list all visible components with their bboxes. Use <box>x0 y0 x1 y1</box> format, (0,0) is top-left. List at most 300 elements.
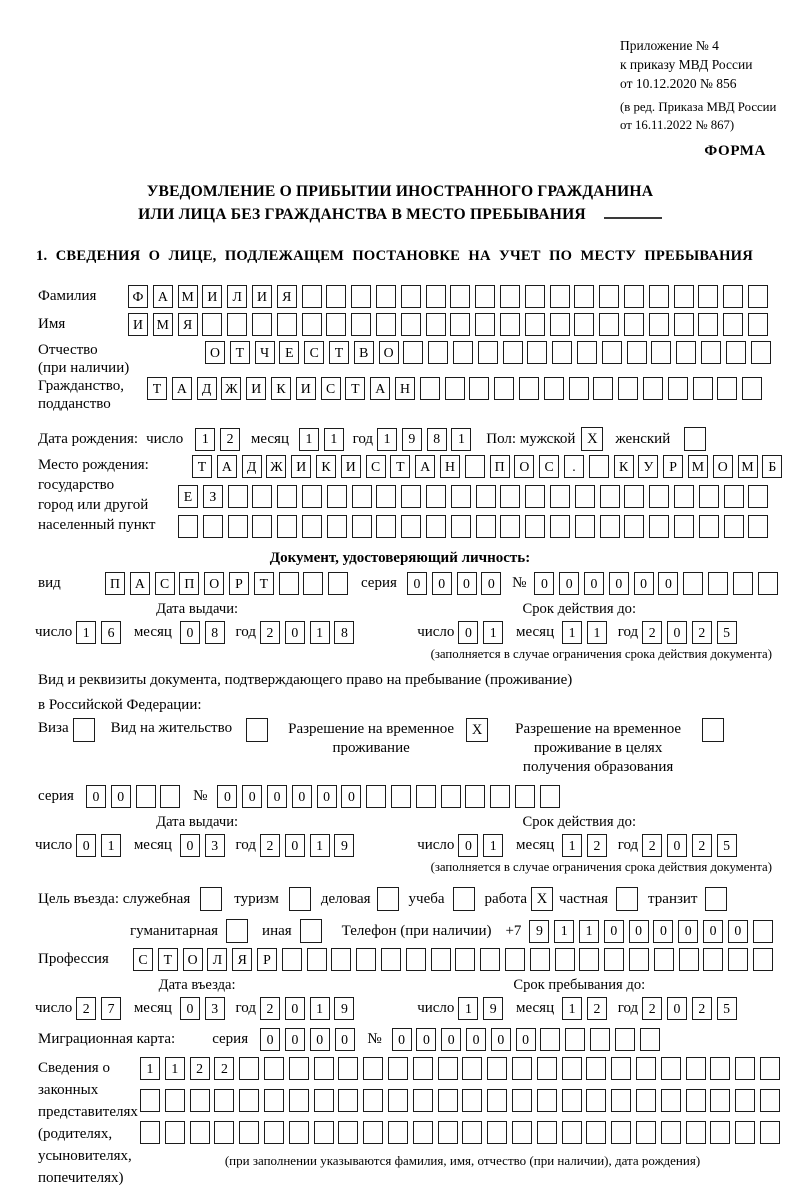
permit-issue-month-boxes <box>180 834 230 857</box>
doc-issue-day-boxes <box>76 621 126 644</box>
form-cell <box>586 1121 606 1144</box>
form-cell: 0 <box>559 572 579 595</box>
form-cell <box>476 485 496 508</box>
form-cell <box>724 485 744 508</box>
form-cell: 2 <box>587 834 607 857</box>
form-cell: 0 <box>285 997 305 1020</box>
form-cell <box>503 341 523 364</box>
form-cell <box>445 377 465 400</box>
form-cell <box>751 341 771 364</box>
purpose-other-checkbox <box>300 919 322 943</box>
stay-doc-intro-line1: Вид и реквизиты документа, подтверждающего право на пребывание (проживание) <box>38 672 573 688</box>
form-label: ФОРМА <box>704 143 766 159</box>
form-cell <box>363 1057 383 1080</box>
form-cell: 0 <box>292 785 312 808</box>
citizenship-label <box>38 377 147 413</box>
form-cell: 0 <box>634 572 654 595</box>
stay-day-boxes <box>458 997 508 1020</box>
form-cell: А <box>153 285 173 308</box>
form-cell <box>525 285 545 308</box>
form-cell: К <box>271 377 291 400</box>
entry-month-boxes <box>180 997 230 1020</box>
form-cell <box>190 1089 210 1112</box>
stay-doc-intro <box>38 668 800 718</box>
entry-year-boxes <box>260 997 359 1020</box>
form-cell <box>686 1121 706 1144</box>
form-cell: 0 <box>267 785 287 808</box>
form-title-line2: ИЛИ ЛИЦА БЕЗ ГРАЖДАНСТВА В МЕСТО ПРЕБЫВАНИЯ <box>138 206 586 223</box>
form-title-line2-wrap <box>0 203 800 226</box>
form-cell <box>668 377 688 400</box>
form-cell: 9 <box>334 997 354 1020</box>
form-cell <box>314 1089 334 1112</box>
form-cell <box>487 1121 507 1144</box>
form-cell: 0 <box>516 1028 536 1051</box>
form-cell <box>252 313 272 336</box>
form-cell <box>590 1028 610 1051</box>
profession-boxes <box>133 948 778 971</box>
doc-number-boxes <box>534 572 782 595</box>
patronymic-boxes <box>205 341 775 364</box>
permit-expiry-note: (заполняется в случае ограничения срока действия документа) <box>430 860 772 874</box>
stay-doc-dates <box>35 814 800 857</box>
form-cell <box>640 1028 660 1051</box>
form-cell: 0 <box>285 834 305 857</box>
doc-issue-heading: Дата выдачи: <box>156 601 239 617</box>
patronymic-label-line1: Отчество <box>38 342 98 358</box>
form-cell: П <box>105 572 125 595</box>
representatives-row2-boxes <box>140 1089 785 1112</box>
form-cell: А <box>130 572 150 595</box>
form-cell <box>636 1121 656 1144</box>
form-cell <box>431 948 451 971</box>
form-cell <box>462 1057 482 1080</box>
form-cell: 0 <box>667 621 687 644</box>
permit-expiry-group <box>417 814 741 857</box>
doc-issue-month-boxes <box>180 621 230 644</box>
form-cell: 0 <box>481 572 501 595</box>
form-cell <box>202 313 222 336</box>
form-cell <box>649 485 669 508</box>
birth-place-labels <box>38 455 178 535</box>
representatives-label-line3: представителях <box>38 1104 138 1120</box>
form-cell <box>413 1057 433 1080</box>
form-cell <box>552 341 572 364</box>
form-cell <box>651 341 671 364</box>
form-cell <box>438 1089 458 1112</box>
permit-issue-year-boxes <box>260 834 359 857</box>
representatives-label-line5: усыновителях, <box>38 1148 132 1164</box>
title-blank-underline <box>604 217 662 219</box>
form-cell <box>611 1089 631 1112</box>
form-cell: 1 <box>562 621 582 644</box>
doc-expiry-month-label: месяц <box>516 624 555 640</box>
stay-doc-series-label: серия <box>38 788 74 804</box>
form-cell <box>686 1089 706 1112</box>
representatives-label-line4: (родителях, <box>38 1126 113 1142</box>
form-cell <box>575 485 595 508</box>
form-cell <box>649 313 669 336</box>
form-cell <box>239 1089 259 1112</box>
form-cell <box>579 948 599 971</box>
form-cell <box>530 948 550 971</box>
migration-number-label: № <box>367 1031 382 1047</box>
form-cell: 2 <box>692 834 712 857</box>
form-cell <box>724 515 744 538</box>
form-cell: Т <box>147 377 167 400</box>
form-cell <box>366 785 386 808</box>
form-cell <box>562 1121 582 1144</box>
form-cell <box>723 313 743 336</box>
birth-year-label: год <box>352 430 374 447</box>
amendment-line: от 16.11.2022 № 867) <box>620 118 735 132</box>
form-cell: 2 <box>642 997 662 1020</box>
citizenship-boxes <box>147 377 767 400</box>
form-cell <box>676 341 696 364</box>
form-cell <box>264 1121 284 1144</box>
stay-doc-series-boxes <box>86 785 185 808</box>
form-cell: 1 <box>76 621 96 644</box>
form-cell <box>391 785 411 808</box>
form-cell <box>636 1089 656 1112</box>
form-cell <box>476 515 496 538</box>
form-cell <box>537 1089 557 1112</box>
purpose-humanitarian-label: гуманитарная <box>130 922 219 939</box>
birth-date-label: Дата рождения: <box>38 430 139 447</box>
form-cell <box>282 948 302 971</box>
form-cell: Я <box>277 285 297 308</box>
form-cell <box>760 1089 780 1112</box>
form-cell <box>438 1057 458 1080</box>
phone-boxes <box>529 920 777 943</box>
birth-place-label-line1: Место рождения: <box>38 457 149 473</box>
form-cell <box>376 285 396 308</box>
form-cell <box>277 485 297 508</box>
birth-place-label-line4: населенный пункт <box>38 517 156 533</box>
form-cell: М <box>178 285 198 308</box>
permit-issue-date <box>35 834 359 857</box>
form-cell <box>351 313 371 336</box>
form-cell <box>416 785 436 808</box>
form-cell: И <box>202 285 222 308</box>
form-cell <box>698 285 718 308</box>
purpose-private-label: частная <box>559 890 609 907</box>
form-cell: 5 <box>717 621 737 644</box>
form-cell <box>426 515 446 538</box>
form-cell <box>562 1057 582 1080</box>
stay-doc-number-label: № <box>193 788 208 804</box>
profession-label: Профессия <box>38 951 109 967</box>
form-cell: 0 <box>407 572 427 595</box>
form-cell: И <box>128 313 148 336</box>
form-cell <box>569 377 589 400</box>
representatives-rows <box>140 1057 785 1169</box>
form-cell <box>586 1057 606 1080</box>
permit-issue-year-label: год <box>235 837 256 853</box>
purpose-business-label: деловая <box>320 890 371 907</box>
form-cell: 9 <box>483 997 503 1020</box>
form-cell <box>465 455 485 478</box>
form-cell: 0 <box>458 834 478 857</box>
form-cell <box>438 1121 458 1144</box>
form-cell <box>451 485 471 508</box>
form-cell: 0 <box>678 920 698 943</box>
form-cell <box>277 313 297 336</box>
doc-issue-group <box>35 601 359 644</box>
entry-year-label: год <box>235 1000 256 1016</box>
entry-date <box>35 997 359 1020</box>
residence-permit-label: Вид на жительство <box>110 720 233 736</box>
form-cell <box>708 572 728 595</box>
form-cell: Я <box>178 313 198 336</box>
form-cell <box>388 1089 408 1112</box>
migration-number-boxes <box>392 1028 665 1051</box>
form-cell <box>674 285 694 308</box>
form-cell <box>525 515 545 538</box>
stay-doc-number-boxes <box>217 785 564 808</box>
form-cell <box>636 1057 656 1080</box>
form-cell <box>748 313 768 336</box>
form-cell <box>654 948 674 971</box>
stay-until-heading: Срок пребывания до: <box>513 977 646 993</box>
form-cell <box>428 341 448 364</box>
form-cell <box>500 485 520 508</box>
form-cell <box>277 515 297 538</box>
form-cell <box>753 920 773 943</box>
form-cell: 0 <box>466 1028 486 1051</box>
form-cell <box>674 485 694 508</box>
form-cell <box>376 515 396 538</box>
visa-checkbox <box>73 718 95 742</box>
form-cell <box>338 1089 358 1112</box>
form-cell <box>540 785 560 808</box>
citizenship-label-line2: подданство <box>38 396 111 412</box>
form-cell <box>555 948 575 971</box>
form-cell <box>611 1121 631 1144</box>
form-cell <box>599 285 619 308</box>
form-cell <box>307 948 327 971</box>
migration-series-boxes <box>260 1028 359 1051</box>
birth-place-label-line3: город или другой <box>38 497 149 513</box>
form-cell: 0 <box>76 834 96 857</box>
form-cell <box>512 1089 532 1112</box>
birth-place-row1-boxes <box>192 455 787 478</box>
form-cell: 1 <box>377 428 397 451</box>
form-cell: 1 <box>458 997 478 1020</box>
form-cell <box>537 1121 557 1144</box>
form-cell: 1 <box>587 621 607 644</box>
form-cell <box>624 485 644 508</box>
form-cell <box>661 1089 681 1112</box>
form-cell <box>160 785 180 808</box>
permit-issue-day-boxes <box>76 834 126 857</box>
form-cell <box>450 285 470 308</box>
form-cell <box>480 948 500 971</box>
form-cell <box>760 1121 780 1144</box>
form-cell: С <box>321 377 341 400</box>
form-cell: 0 <box>217 785 237 808</box>
form-cell: 0 <box>584 572 604 595</box>
form-cell: А <box>217 455 237 478</box>
doc-expiry-year-boxes <box>642 621 741 644</box>
birth-place-block <box>38 455 800 545</box>
form-cell: С <box>366 455 386 478</box>
form-cell: С <box>539 455 559 478</box>
form-cell: 2 <box>642 621 662 644</box>
form-cell <box>742 377 762 400</box>
form-cell: 2 <box>260 621 280 644</box>
form-cell <box>565 1028 585 1051</box>
form-cell <box>527 341 547 364</box>
form-cell <box>589 455 609 478</box>
form-cell <box>624 515 644 538</box>
stay-doc-series-row <box>38 785 800 808</box>
entry-date-heading: Дата въезда: <box>158 977 236 993</box>
form-cell: 1 <box>451 428 471 451</box>
form-cell <box>401 485 421 508</box>
form-cell: 2 <box>76 997 96 1020</box>
form-cell: 1 <box>324 428 344 451</box>
form-cell <box>314 1121 334 1144</box>
visit-purpose-row <box>38 887 800 911</box>
form-cell <box>683 572 703 595</box>
form-cell <box>540 1028 560 1051</box>
form-cell <box>600 515 620 538</box>
doc-expiry-heading: Срок действия до: <box>522 601 637 617</box>
form-cell <box>381 948 401 971</box>
form-cell: 9 <box>402 428 422 451</box>
form-cell <box>453 341 473 364</box>
form-cell <box>649 285 669 308</box>
form-cell: 8 <box>205 621 225 644</box>
phone-label: Телефон (при наличии) <box>341 922 492 939</box>
form-cell <box>550 285 570 308</box>
form-cell <box>178 515 198 538</box>
visa-label: Виза <box>38 720 69 736</box>
form-cell: Д <box>242 455 262 478</box>
form-cell: В <box>354 341 374 364</box>
form-cell <box>500 515 520 538</box>
form-cell <box>264 1057 284 1080</box>
form-cell <box>252 485 272 508</box>
representatives-label-line6: попечителях) <box>38 1170 124 1186</box>
form-cell <box>352 485 372 508</box>
form-cell <box>165 1121 185 1144</box>
doc-issue-date <box>35 621 359 644</box>
permit-expiry-date <box>417 834 741 857</box>
form-cell <box>487 1057 507 1080</box>
form-cell: Р <box>257 948 277 971</box>
form-cell <box>401 285 421 308</box>
form-cell: 8 <box>427 428 447 451</box>
form-cell: Р <box>663 455 683 478</box>
permit-issue-heading: Дата выдачи: <box>156 814 239 830</box>
form-cell: 0 <box>432 572 452 595</box>
form-cell: 0 <box>392 1028 412 1051</box>
form-cell: 1 <box>165 1057 185 1080</box>
form-cell <box>701 341 721 364</box>
form-cell: 5 <box>717 997 737 1020</box>
stay-year-label: год <box>617 1000 639 1016</box>
form-cell <box>505 948 525 971</box>
form-cell <box>494 377 514 400</box>
form-cell <box>376 313 396 336</box>
patronymic-label <box>38 341 205 377</box>
form-cell: 1 <box>140 1057 160 1080</box>
surname-row <box>38 285 800 308</box>
form-cell: 1 <box>562 997 582 1020</box>
form-cell: Т <box>158 948 178 971</box>
form-cell: 0 <box>667 834 687 857</box>
representatives-row3-boxes <box>140 1121 785 1144</box>
form-cell: И <box>341 455 361 478</box>
form-cell <box>420 377 440 400</box>
stay-month-boxes <box>562 997 612 1020</box>
form-cell <box>679 948 699 971</box>
form-cell: И <box>296 377 316 400</box>
visit-purpose-official-label: Цель въезда: служебная <box>38 890 191 907</box>
form-cell: 2 <box>220 428 240 451</box>
visit-purpose-row2 <box>130 919 800 943</box>
permit-expiry-heading: Срок действия до: <box>522 814 637 830</box>
purpose-business-checkbox <box>377 887 399 911</box>
form-cell: Т <box>329 341 349 364</box>
given-name-label: Имя <box>38 316 66 332</box>
form-cell <box>426 485 446 508</box>
form-cell: П <box>179 572 199 595</box>
form-cell: А <box>172 377 192 400</box>
form-cell: Л <box>207 948 227 971</box>
form-cell <box>624 285 644 308</box>
birth-date-row <box>38 427 800 451</box>
representatives-label-line2: законных <box>38 1082 99 1098</box>
doc-issue-day-label: число <box>35 624 73 640</box>
amendment-line: (в ред. Приказа МВД России <box>620 100 777 114</box>
form-cell <box>475 313 495 336</box>
representatives-labels <box>38 1057 140 1189</box>
form-cell: Е <box>178 485 198 508</box>
form-cell: 1 <box>299 428 319 451</box>
form-cell: 9 <box>334 834 354 857</box>
form-cell <box>239 1057 259 1080</box>
form-cell <box>515 785 535 808</box>
form-cell <box>604 948 624 971</box>
form-cell <box>629 948 649 971</box>
form-cell: Ж <box>221 377 241 400</box>
form-cell <box>525 485 545 508</box>
form-cell <box>388 1057 408 1080</box>
form-cell: 0 <box>728 920 748 943</box>
birth-place-rows <box>178 455 787 545</box>
form-cell <box>624 313 644 336</box>
form-cell: О <box>514 455 534 478</box>
form-cell <box>699 485 719 508</box>
form-cell: Т <box>390 455 410 478</box>
form-cell <box>753 948 773 971</box>
form-cell <box>469 377 489 400</box>
form-cell: С <box>304 341 324 364</box>
form-cell: 0 <box>667 997 687 1020</box>
form-cell: 1 <box>579 920 599 943</box>
temp-residence-label: Разрешение на временное проживание <box>288 721 455 756</box>
form-cell <box>490 785 510 808</box>
birth-day-boxes <box>195 428 245 451</box>
form-cell <box>426 285 446 308</box>
amendment-block <box>620 98 800 134</box>
form-cell <box>413 1089 433 1112</box>
doc-series-boxes <box>407 572 506 595</box>
form-cell <box>487 1089 507 1112</box>
